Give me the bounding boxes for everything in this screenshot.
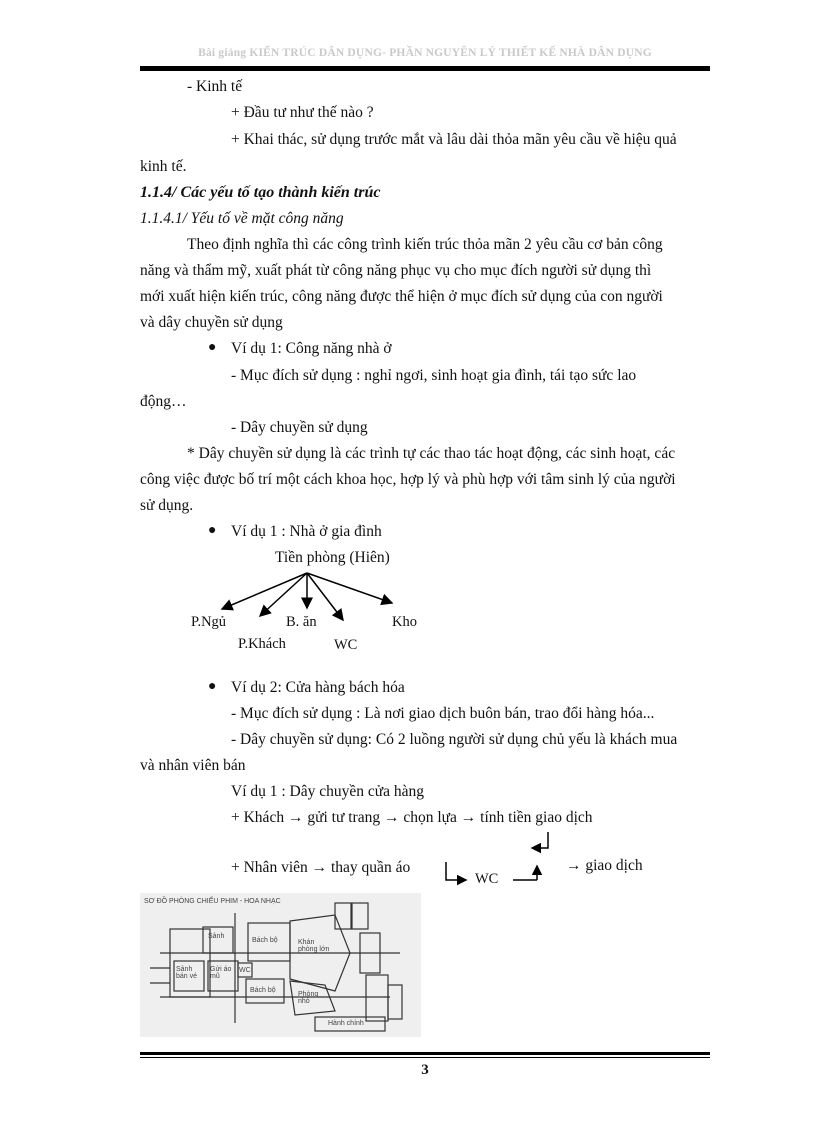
- bullet-text: Ví dụ 1: Công năng nhà ở: [231, 340, 392, 357]
- paragraph-line: và dây chuyền sử dụng: [140, 314, 283, 331]
- diagram-node-wc: WC: [334, 637, 358, 653]
- floor-plan-drawing: [140, 893, 421, 1037]
- flow-wc-label: WC: [475, 871, 499, 887]
- diagram-root-label: Tiền phòng (Hiên): [275, 549, 390, 566]
- paragraph-line: năng và thẩm mỹ, xuất phát từ công năng phục vụ cho mục đích người sử dụng thì: [140, 262, 652, 279]
- room-label: Bách bộ: [252, 937, 278, 944]
- room-label: Gửi áo mũ: [210, 966, 232, 980]
- text-line: Ví dụ 1 : Dây chuyền cửa hàng: [231, 783, 425, 800]
- paragraph-line: công việc được bố trí một cách khoa học, hợp lý và phù hợp với tâm sinh lý của người: [140, 471, 676, 488]
- text-line: - Dây chuyền sử dụng: Có 2 luồng người sử dụng chủ yếu là khách mua: [231, 731, 678, 748]
- room-label: Sảnh: [208, 933, 225, 940]
- footer-rule: [140, 1052, 710, 1055]
- text-line: + Đầu tư như thế nào ?: [231, 104, 374, 121]
- figure-caption: SƠ ĐỒ PHÒNG CHIẾU PHIM - HOA NHẠC: [144, 898, 281, 905]
- bullet-icon: ●: [208, 523, 217, 538]
- bullet-text: Ví dụ 1 : Nhà ở gia đình: [231, 523, 382, 540]
- bullet-icon: ●: [208, 340, 217, 355]
- floor-plan-image: [140, 893, 421, 1037]
- subsection-heading: 1.1.4.1/ Yếu tố về mặt công năng: [140, 210, 344, 227]
- text-line: + Khai thác, sử dụng trước mắt và lâu dài thỏa mãn yêu cầu về hiệu quả: [231, 131, 677, 148]
- diagram-node-kho: Kho: [392, 614, 417, 630]
- running-header: Bài giảng KIẾN TRÚC DÂN DỤNG- PHẦN NGUYÊN LÝ THIẾT KẾ NHÀ DÂN DỤNG: [198, 47, 652, 59]
- flow-staff: + Nhân viên → thay quần áo: [231, 859, 411, 876]
- footer-rule-thin: [140, 1057, 710, 1058]
- room-label: Sảnh bán vé: [176, 966, 198, 980]
- room-label: Hành chính: [328, 1020, 364, 1027]
- text-line: - Dây chuyền sử dụng: [231, 419, 368, 436]
- diagram-node-ban: B. ăn: [286, 614, 317, 630]
- room-label: Bách bộ: [250, 987, 276, 994]
- room-label: Phòng nhỏ: [298, 991, 319, 1005]
- diagram-node-pkhach: P.Khách: [238, 636, 286, 652]
- text-line: - Mục đích sử dụng : nghỉ ngơi, sinh hoạt gia đình, tái tạo sức lao: [231, 367, 637, 384]
- diagram-node-pngu: P.Ngủ: [191, 614, 227, 630]
- paragraph-line: * Dây chuyền sử dụng là các trình tự các thao tác hoạt động, các sinh hoạt, các: [187, 445, 676, 462]
- section-heading: 1.1.4/ Các yếu tố tạo thành kiến trúc: [140, 184, 381, 201]
- text-line: kinh tế.: [140, 158, 187, 175]
- text-line: - Mục đích sử dụng : Là nơi giao dịch buôn bán, trao đổi hàng hóa...: [231, 705, 655, 722]
- flow-staff-end: → giao dịch: [566, 857, 643, 874]
- paragraph-line: sử dụng.: [140, 497, 194, 514]
- text-line: - Kinh tế: [187, 78, 243, 95]
- paragraph-line: Theo định nghĩa thì các công trình kiến trúc thỏa mãn 2 yêu cầu cơ bản công: [187, 236, 663, 253]
- room-label: Khán phòng lớn: [298, 939, 330, 953]
- room-label: WC: [239, 967, 251, 974]
- paragraph-line: mới xuất hiện kiến trúc, công năng được thể hiện ở mục đích sử dụng của con người: [140, 288, 663, 305]
- flow-customer: + Khách → gửi tư trang → chọn lựa → tính tiền giao dịch: [231, 809, 593, 826]
- text-line: và nhân viên bán: [140, 757, 246, 774]
- bullet-icon: ●: [208, 679, 217, 694]
- page-number: 3: [421, 1062, 429, 1078]
- text-line: động…: [140, 393, 187, 410]
- bullet-text: Ví dụ 2: Cửa hàng bách hóa: [231, 679, 405, 696]
